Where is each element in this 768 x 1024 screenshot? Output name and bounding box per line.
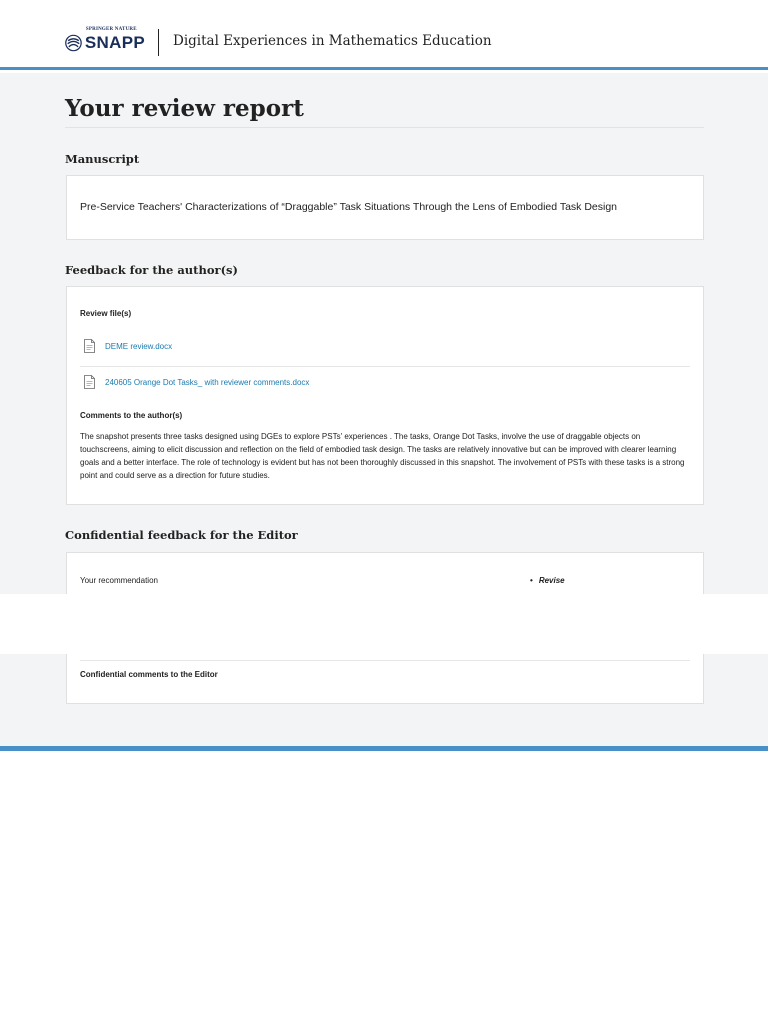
recommendation-panel (66, 552, 704, 594)
review-file-link[interactable]: 240605 Orange Dot Tasks_ with reviewer comments.docx (105, 377, 310, 387)
confidential-heading: Confidential feedback for the Editor (65, 528, 298, 542)
feedback-panel (66, 286, 704, 505)
manuscript-panel (66, 175, 704, 240)
logo-publisher-text: SPRINGER NATURE (85, 27, 137, 32)
feedback-heading: Feedback for the author(s) (65, 263, 238, 277)
manuscript-title: Pre-Service Teachers' Characterizations of “Draggable” Task Situations Through the Lens of Embodied Task Design (80, 201, 618, 213)
file-divider (80, 366, 690, 367)
review-file-link[interactable]: DEME review.docx (105, 341, 173, 351)
manuscript-heading: Manuscript (65, 152, 140, 166)
recommendation-value: • Revise (530, 576, 565, 585)
site-header (0, 0, 768, 70)
page-title: Your review report (65, 95, 304, 122)
file-row[interactable] (84, 375, 309, 389)
title-divider (65, 127, 704, 128)
logo-brand-text: SNAPP (84, 33, 145, 52)
snapp-logo[interactable] (65, 27, 145, 56)
recommendation-label: Your recommendation (80, 576, 158, 585)
review-files-label: Review file(s) (80, 309, 132, 318)
confidential-comments-panel (66, 654, 704, 704)
confidential-comments-label: Confidential comments to the Editor (80, 670, 218, 679)
header-divider (158, 29, 159, 56)
journal-title: Digital Experiences in Mathematics Education (173, 33, 492, 49)
document-icon (84, 339, 95, 353)
footer-accent-bar (0, 746, 768, 751)
comments-label: Comments to the author(s) (80, 411, 183, 420)
comments-text: The snapshot presents three tasks designed using DGEs to explore PSTs' experiences . The tasks, Orange Dot Tasks, involve the use of draggable objects on touchscreens, aiming to elicit discussion and reflection on the field of embodied task design. The tasks are relatively innovative but can be improved with clearer learning goals and a better interface. The role of technology is evident but has not been thoroughly discussed in this snapshot. The involvement of PSTs with these tasks is a strong point and could serve as a direction for future studies. (80, 432, 685, 480)
file-row[interactable] (84, 339, 172, 353)
panel-divider (80, 660, 690, 661)
document-icon (84, 375, 95, 389)
page-break-band (0, 594, 768, 654)
springer-nature-logo-icon (65, 32, 82, 54)
